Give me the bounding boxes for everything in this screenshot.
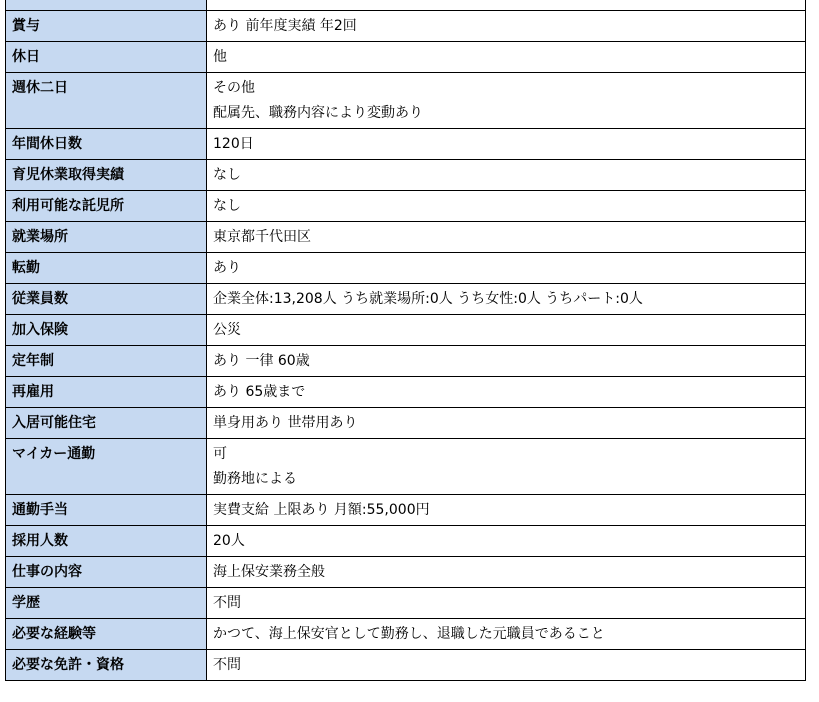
row-value xyxy=(207,284,806,315)
row-label: 必要な経験等 xyxy=(6,619,207,650)
row-label: 学歴 xyxy=(6,588,207,619)
table-row xyxy=(6,439,806,495)
row-label: 必要な免許・資格 xyxy=(6,650,207,681)
row-value xyxy=(207,222,806,253)
row-value-line: 可 xyxy=(213,446,227,462)
row-value xyxy=(207,73,806,129)
row-value xyxy=(207,408,806,439)
row-value-line: かつて、海上保安官として勤務し、退職した元職員であること xyxy=(213,626,605,642)
row-value-line: 配属先、職務内容により変動あり xyxy=(213,105,423,121)
table-row xyxy=(6,191,806,222)
row-value-line: あり 65歳まで xyxy=(213,384,306,400)
table-row xyxy=(6,73,806,129)
row-value-line: 120日 xyxy=(213,136,254,152)
row-label: 採用人数 xyxy=(6,526,207,557)
table-row xyxy=(6,650,806,681)
row-value-line: なし xyxy=(213,167,241,183)
row-label: 加入保険 xyxy=(6,315,207,346)
table-row xyxy=(6,588,806,619)
table-row xyxy=(6,408,806,439)
row-value xyxy=(207,526,806,557)
row-label: 入居可能住宅 xyxy=(6,408,207,439)
row-value xyxy=(207,191,806,222)
row-value xyxy=(207,439,806,495)
row-value xyxy=(207,619,806,650)
table-row xyxy=(6,222,806,253)
row-value-line: 海上保安業務全般 xyxy=(213,564,325,580)
row-label: 賞与 xyxy=(6,11,207,42)
row-value xyxy=(207,557,806,588)
row-value xyxy=(207,42,806,73)
row-value xyxy=(207,160,806,191)
row-label: 転勤 xyxy=(6,253,207,284)
table-row xyxy=(6,160,806,191)
row-value xyxy=(207,253,806,284)
table-row xyxy=(6,557,806,588)
table-row xyxy=(6,284,806,315)
table-row xyxy=(6,619,806,650)
row-value-line: 東京都千代田区 xyxy=(213,229,311,245)
table-row xyxy=(6,11,806,42)
row-value-line: 実費支給 上限あり 月額:55,000円 xyxy=(213,502,430,518)
row-label: 従業員数 xyxy=(6,284,207,315)
row-label: 休日 xyxy=(6,42,207,73)
row-label: マイカー通勤 xyxy=(6,439,207,495)
row-value xyxy=(207,11,806,42)
row-value xyxy=(207,129,806,160)
row-value xyxy=(207,0,806,11)
job-info-table xyxy=(5,0,806,681)
table-row xyxy=(6,495,806,526)
row-value xyxy=(207,588,806,619)
row-label: 就業場所 xyxy=(6,222,207,253)
table-row xyxy=(6,253,806,284)
row-value-line: あり 前年度実績 年2回 xyxy=(213,18,357,34)
row-value xyxy=(207,377,806,408)
row-label: 再雇用 xyxy=(6,377,207,408)
job-info-table-body xyxy=(6,0,806,681)
row-value-line: 20人 xyxy=(213,533,245,549)
table-row xyxy=(6,346,806,377)
row-value-line: 単身用あり 世帯用あり xyxy=(213,415,358,431)
table-row xyxy=(6,377,806,408)
row-value-line: 不問 xyxy=(213,595,241,611)
row-label xyxy=(6,0,207,11)
row-label: 定年制 xyxy=(6,346,207,377)
row-value xyxy=(207,650,806,681)
row-value-line: 勤務地による xyxy=(213,471,297,487)
row-value-line: あり 一律 60歳 xyxy=(213,353,310,369)
row-label: 年間休日数 xyxy=(6,129,207,160)
table-row xyxy=(6,526,806,557)
row-value-line: あり xyxy=(213,260,241,276)
row-value-line: なし xyxy=(213,198,241,214)
row-value-line: 他 xyxy=(213,49,227,65)
row-value xyxy=(207,495,806,526)
table-row xyxy=(6,129,806,160)
row-label: 通勤手当 xyxy=(6,495,207,526)
row-value-line: 企業全体:13,208人 うち就業場所:0人 うち女性:0人 うちパート:0人 xyxy=(213,291,643,307)
table-row xyxy=(6,0,806,11)
row-label: 育児休業取得実績 xyxy=(6,160,207,191)
row-value xyxy=(207,346,806,377)
row-value xyxy=(207,315,806,346)
row-label: 利用可能な託児所 xyxy=(6,191,207,222)
row-value-line: 不問 xyxy=(213,657,241,673)
row-value-line: その他 xyxy=(213,80,255,96)
row-value-line: 公災 xyxy=(213,322,241,338)
row-label: 仕事の内容 xyxy=(6,557,207,588)
row-label: 週休二日 xyxy=(6,73,207,129)
table-row xyxy=(6,315,806,346)
table-row xyxy=(6,42,806,73)
